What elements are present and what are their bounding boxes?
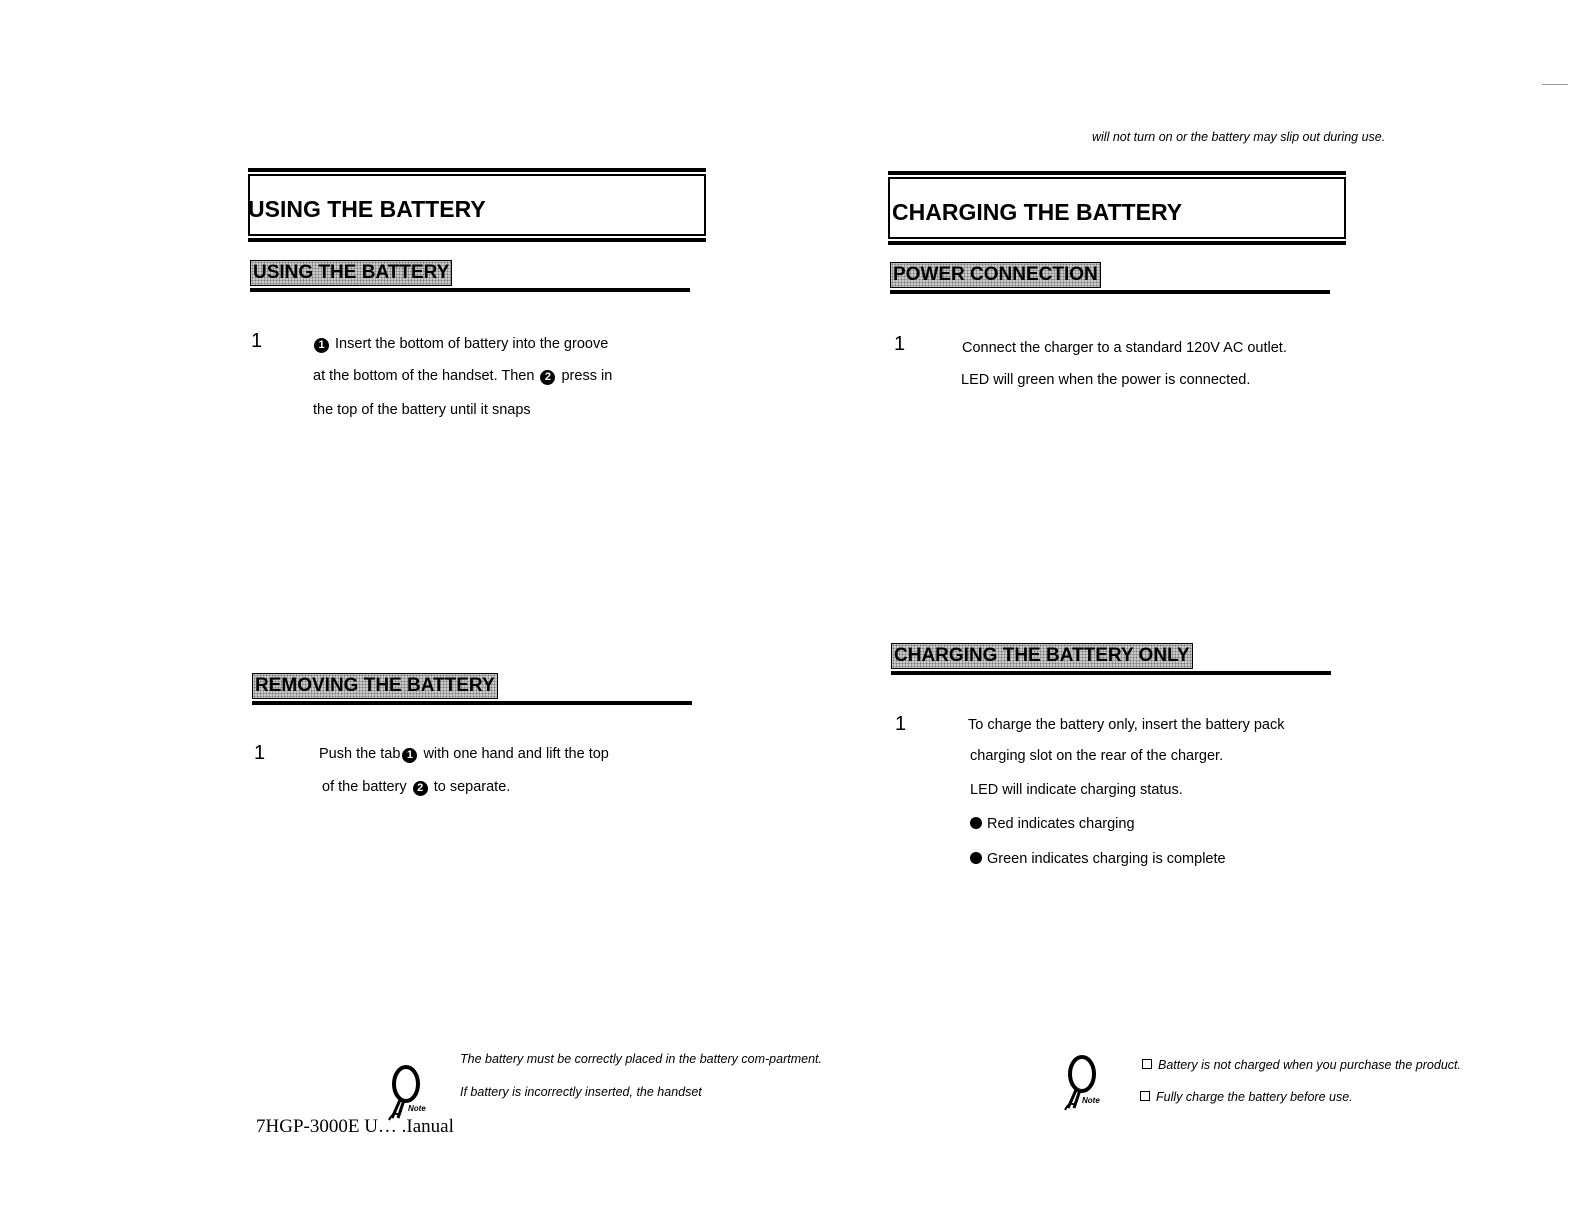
continued-note: will not turn on or the battery may slip out during use. — [1092, 130, 1386, 144]
step-marker-2-icon: 2 — [413, 781, 428, 796]
note-icon-label: Note — [1082, 1096, 1100, 1105]
bullet-item: Green indicates charging is complete — [970, 851, 1226, 867]
note-text-line: The battery must be correctly placed in the battery com-partment. — [460, 1052, 822, 1066]
note-icon-label: Note — [408, 1104, 426, 1113]
section-title-using: USING THE BATTERY — [250, 260, 452, 286]
step-text-line: of the battery 2 to separate. — [322, 779, 511, 795]
note-hand-icon — [1060, 1054, 1110, 1114]
section-rule — [252, 701, 692, 705]
step-number: 1 — [254, 742, 266, 764]
step-text-line: Connect the charger to a standard 120V AC outlet. — [962, 340, 1287, 356]
note-text-line: If battery is incorrectly inserted, the handset — [460, 1085, 702, 1099]
step-text-line: charging slot on the rear of the charger. — [970, 748, 1224, 764]
scan-mark — [1542, 84, 1568, 85]
step-number: 1 — [894, 333, 906, 355]
page-title: CHARGING THE BATTERY — [892, 199, 1183, 225]
step-number: 1 — [251, 330, 263, 352]
step-text-line: at the bottom of the handset. Then 2 press in — [313, 368, 613, 384]
section-rule — [891, 671, 1331, 675]
section-rule — [890, 290, 1330, 294]
page-header-left — [248, 174, 706, 236]
bullet-item: Red indicates charging — [970, 816, 1135, 832]
step-text-line: To charge the battery only, insert the battery pack — [968, 717, 1285, 733]
section-title-power: POWER CONNECTION — [890, 262, 1101, 288]
note-text-line: Battery is not charged when you purchase the product. — [1142, 1058, 1461, 1072]
step-number: 1 — [895, 713, 907, 735]
checkbox-icon — [1140, 1091, 1150, 1101]
step-marker-1-icon: 1 — [402, 748, 417, 763]
step-text-line: Push the tab 1 with one hand and lift the top — [319, 746, 609, 762]
note-text-line: Fully charge the battery before use. — [1140, 1090, 1353, 1104]
step-text-line: LED will indicate charging status. — [970, 782, 1183, 798]
bullet-dot-icon — [970, 852, 982, 864]
bullet-dot-icon — [970, 817, 982, 829]
page-footer: 7HGP-3000E U… .Ianual — [256, 1116, 454, 1137]
section-title-charging-only: CHARGING THE BATTERY ONLY — [891, 643, 1193, 669]
page-title: USING THE BATTERY — [248, 196, 486, 222]
step-text-line: LED will green when the power is connected. — [961, 372, 1251, 388]
step-marker-2-icon: 2 — [540, 370, 555, 385]
checkbox-icon — [1142, 1059, 1152, 1069]
step-text-line: the top of the battery until it snaps — [313, 402, 531, 418]
step-marker-1-icon: 1 — [314, 338, 329, 353]
section-title-removing: REMOVING THE BATTERY — [252, 673, 498, 699]
section-rule — [250, 288, 690, 292]
step-text-line: 1 Insert the bottom of battery into the groove — [312, 336, 608, 353]
note-hand-icon — [384, 1064, 434, 1124]
page-header-right — [888, 177, 1346, 239]
